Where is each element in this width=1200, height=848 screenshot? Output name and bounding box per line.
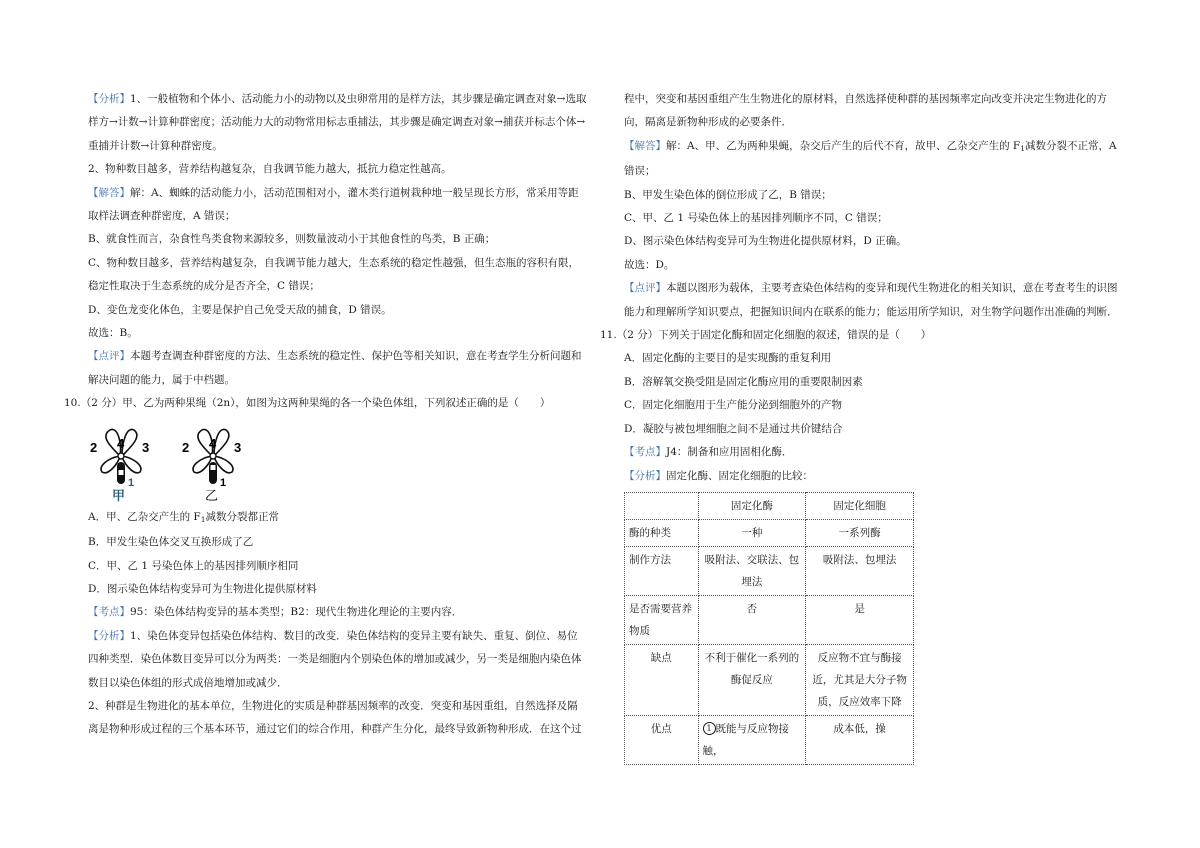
comment-tag: 【点评】: [88, 350, 130, 363]
solution-d: D、变色龙变化体色，主要是保护自己免受天敌的捕食，D 错误。: [88, 303, 392, 316]
table-cell: 1 既能与反应物接触，: [698, 715, 806, 764]
comment-tag: 【点评】: [624, 282, 666, 295]
analysis-text: 1、一般植物和个体小、活动能力小的动物以及虫卵常用的是样方法，其步骤是确定调查对象→选取样方→计数→计算种群密度；活动能力大的动物常用标志重捕法，其步骤是确定调查对象→捕获并标志个体→重捕并计数→计算种群密度。: [88, 93, 587, 152]
question-11-stem: 11.（2 分）下列关于固定化酶和固定化细胞的叙述，错误的是（ ）: [600, 329, 932, 342]
q10-option-a: A．甲、乙杂交产生的 $F_1$减数分裂都正常: [88, 510, 279, 524]
fig-b-label-4: 4: [209, 435, 217, 451]
fig-a-label-3: 3: [142, 439, 150, 455]
table-row: [625, 492, 914, 519]
fig-a-caption: 甲: [112, 488, 126, 502]
q11-analysis: [624, 465, 1124, 488]
table-cell: 吸附法、包埋法: [806, 546, 914, 595]
q11-option-d: D．凝胶与被包埋细胞之间不是通过共价键结合: [624, 422, 843, 435]
q10-answer: 故选：D。: [624, 258, 675, 271]
table-row: [625, 644, 914, 715]
solution-paragraph: [88, 182, 588, 229]
table-cell: 反应物不宜与酶接近，尤其是大分子物质，反应效率下降: [806, 644, 914, 715]
solution-c: C、物种数目越多，营养结构越复杂，自我调节能力越大，生态系统的稳定性越强，但生态瓶的容积有限，稳定性取决于生态系统的成分是否齐全，C 错误；: [88, 256, 580, 293]
analysis-tag: 【分析】: [88, 93, 130, 105]
fig-a-label-2: 2: [90, 439, 98, 455]
table-cell: 酶的种类: [625, 519, 699, 546]
table-row: [625, 519, 914, 546]
analysis-paragraph-1: [88, 88, 588, 158]
analysis-tag: 【分析】: [88, 629, 130, 642]
table-header: 固定化细胞: [806, 492, 914, 519]
q10-solution-d: D、图示染色体结构变异可为生物进化提供原材料，D 正确。: [624, 235, 907, 248]
q10-option-c: C．甲、乙 1 号染色体上的基因排列顺序相同: [88, 559, 299, 572]
knowledge-tag: 【考点】: [88, 606, 130, 619]
question-10-stem: 10.（2 分）甲、乙为两种果绳（2n），如图为这两种果绳的各一个染色体组，下列叙述正确的是（ ）: [64, 397, 551, 410]
table-cell: 缺点: [625, 644, 699, 715]
q10-option-d: D．图示染色体结构变异可为生物进化提供原材料: [88, 582, 317, 595]
comment-paragraph: [88, 345, 588, 392]
table-header: 固定化酶: [698, 492, 806, 519]
solution-b: B、就食性而言，杂食性鸟类食物来源较多，则数量波动小于其他食性的鸟类，B 正确；: [88, 233, 496, 246]
table-cell: 吸附法、交联法、包埋法: [698, 546, 806, 595]
q10-knowledge: [88, 601, 588, 624]
knowledge-tag: 【考点】: [624, 446, 666, 459]
solution-tag: 【解答】: [88, 186, 130, 199]
table-cell: 是否需要营养物质: [625, 595, 699, 644]
chromosome-set-a: [90, 429, 149, 502]
q10-analysis: [88, 625, 588, 695]
comment-text: 本题以图形为载体，主要考查染色体结构的变异和现代生物进化的相关知识，意在考查考生的识图能力和理解所学知识要点，把握知识间内在联系的能力；能运用所学知识，对生物学问题作出准确的判断．: [624, 282, 1118, 318]
q11-option-a: A．固定化酶的主要目的是实现酶的重复利用: [624, 352, 832, 365]
knowledge-text: J4：制备和应用固相化酶．: [666, 446, 793, 459]
table-row: [625, 546, 914, 595]
table-cell: 一种: [698, 519, 806, 546]
comparison-table: [624, 492, 914, 765]
right-column: [600, 88, 1124, 765]
q11-option-b: B．溶解氧交换受阻是固定化酶应用的重要限制因素: [624, 375, 863, 388]
q10-option-b: B．甲发生染色体交叉互换形成了乙: [88, 536, 254, 549]
knowledge-text: 95：染色体结构变异的基本类型；B2：现代生物进化理论的主要内容．: [130, 606, 463, 619]
chromosome-set-b: [182, 429, 241, 502]
comment-text: 本题考查调查种群密度的方法、生态系统的稳定性、保护色等相关知识，意在考查学生分析问题和解决问题的能力，属于中档题。: [88, 350, 582, 386]
analysis-tag: 【分析】: [624, 469, 666, 482]
chromosome-diagram: [88, 418, 288, 502]
table-cell: 制作方法: [625, 546, 699, 595]
circled-number: 1: [703, 722, 716, 735]
solution-tag: 【解答】: [624, 139, 666, 152]
fig-b-caption: 乙: [205, 488, 219, 502]
table-cell: 不利于催化一系列的酶促反应: [698, 644, 806, 715]
table-cell: 一系列酶: [806, 519, 914, 546]
q10-solution-c: C、甲、乙 1 号染色体上的基因排列顺序不同，C 错误；: [624, 212, 888, 225]
fig-a-label-4: 4: [117, 435, 125, 451]
chromosome-figure: [88, 418, 588, 502]
table-cell: 成本低，操: [806, 715, 914, 764]
q11-option-c: C．固定化细胞用于生产能分泌到细胞外的产物: [624, 399, 843, 412]
analysis-continuation: 程中，突变和基因重组产生生物进化的原材料，自然选择使种群的基因频率定向改变并决定生物进化的方向，隔离是新物种形成的必要条件．: [624, 93, 1107, 129]
table-cell: [625, 492, 699, 519]
fig-a-label-1: 1: [128, 476, 135, 489]
table-cell: 是: [806, 595, 914, 644]
analysis-paragraph-2: 2、物种数目越多，营养结构越复杂，自我调节能力越大，抵抗力稳定性越高。: [88, 163, 452, 176]
q10-comment: [624, 277, 1124, 324]
q10-analysis-2: 2、种群是生物进化的基本单位，生物进化的实质是种群基因频率的改变．突变和基因重组，自然选择及隔离是物种形成过程的三个基本环节，通过它们的综合作用，种群产生分化，最终导致新物种形成．在这个过: [88, 699, 582, 736]
fig-b-label-1: 1: [220, 476, 227, 489]
table-cell: 否: [698, 595, 806, 644]
fig-b-label-3: 3: [234, 439, 242, 455]
analysis-text: 1、染色体变异包括染色体结构、数目的改变．染色体结构的变异主要有缺失、重复、倒位、易位四种类型．染色体数目变异可以分为两类：一类是细胞内个别染色体的增加或减少，另一类是细胞内染色体数目以染色体组的形式成倍地增加或减少．: [88, 629, 582, 689]
table-cell: 优点: [625, 715, 699, 764]
table-row: [625, 715, 914, 764]
table-row: [625, 595, 914, 644]
analysis-text: 固定化酶、固定化细胞的比较：: [666, 469, 813, 482]
fig-b-label-2: 2: [182, 439, 190, 455]
q10-solution: 【解答】解：A、甲、乙为两种果蝇，杂交后产生的后代不育，故甲、乙杂交产生的 $F_1$减数分裂不正常，A 错误；: [624, 139, 1117, 178]
left-column: [64, 88, 588, 742]
q10-solution-b: B、甲发生染色体的倒位形成了乙，B 错误；: [624, 188, 832, 201]
q11-knowledge: [624, 441, 1124, 464]
solution-text: 解：A、蜘蛛的活动能力小，活动范围相对小，灌木类行道树栽种地一般呈现长方形，常采用等距取样法调查种群密度，A 错误；: [88, 186, 579, 223]
solution-answer: 故选：B。: [88, 327, 138, 340]
